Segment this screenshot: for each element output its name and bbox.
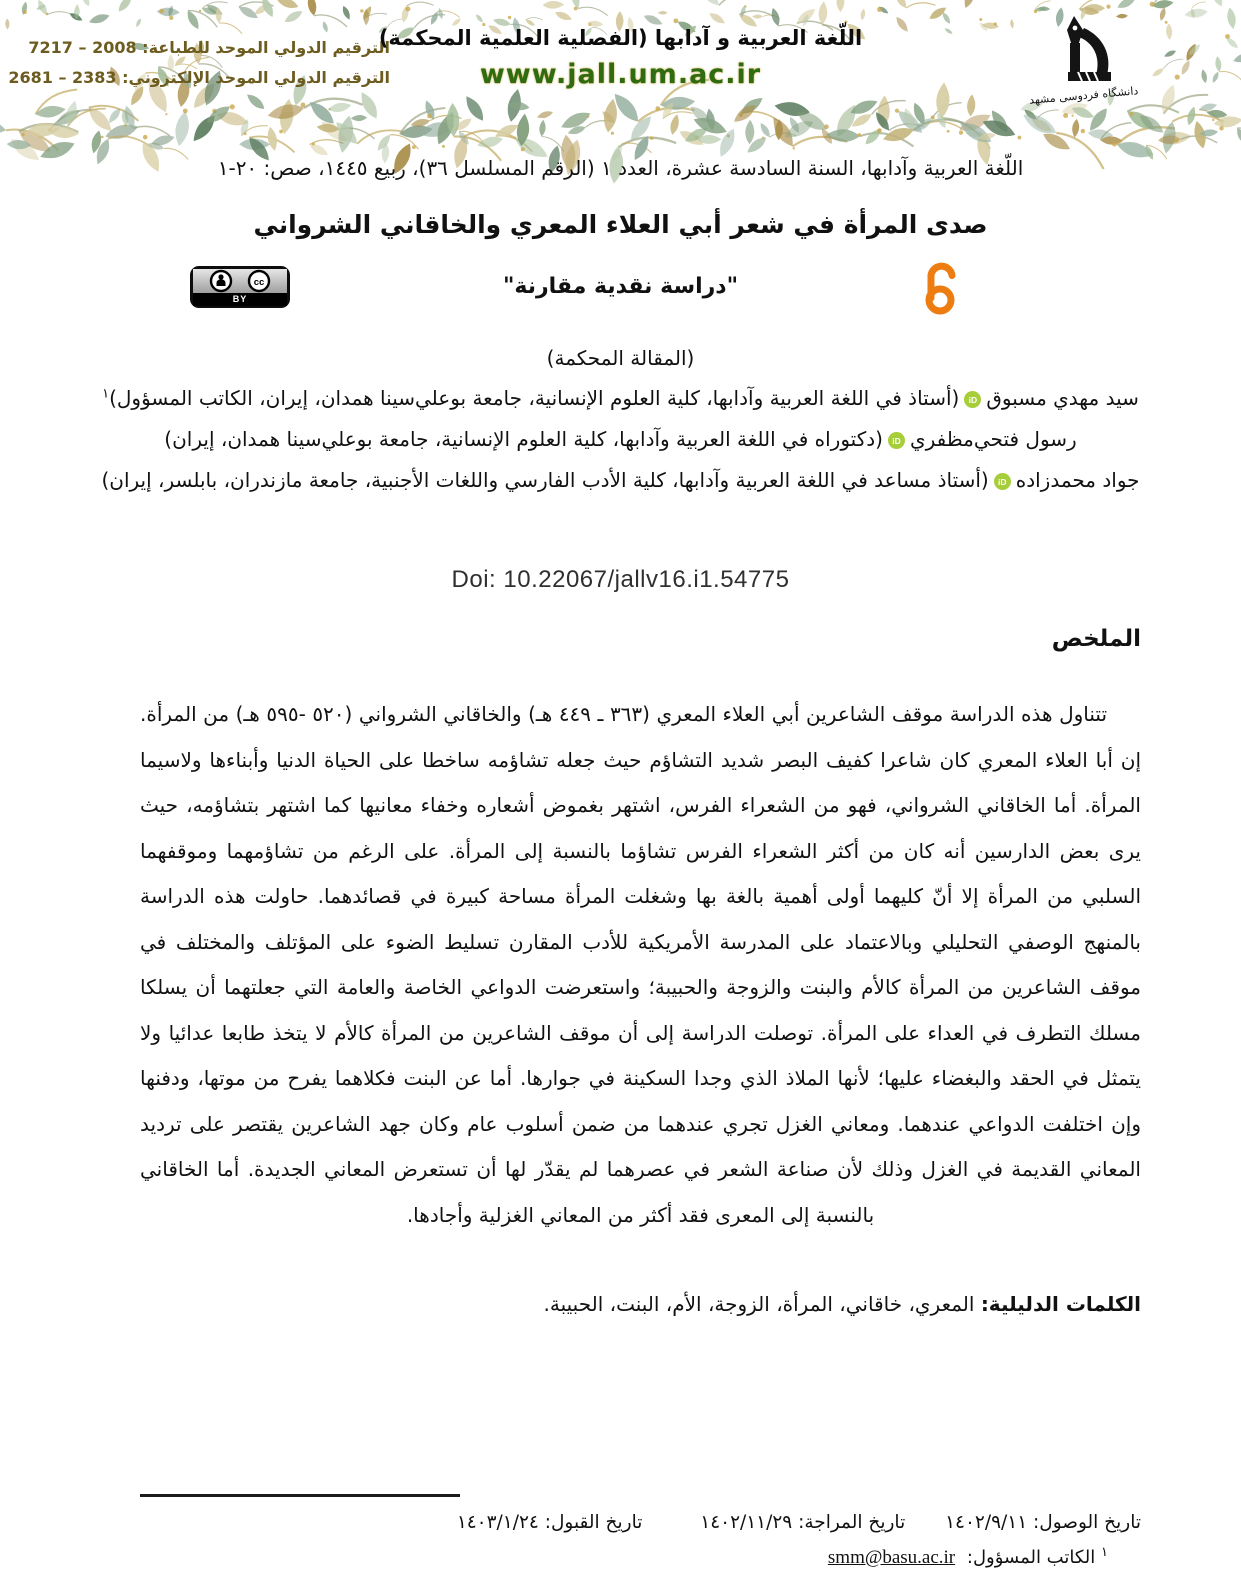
cc-by-badge[interactable] (190, 266, 290, 308)
author-name: رسول فتحي‌مظفري (909, 427, 1077, 451)
cc-icon (247, 269, 271, 293)
article-dates (457, 1512, 1141, 1533)
keywords-label: الكلمات الدليلية: (980, 1292, 1141, 1316)
abstract-body: تتناول هذه الدراسة موقف الشاعرين أبي العلاء المعري (٣٦٣ ـ ٤٤٩ هـ) والخاقاني الشرواني (٥٢٠ -٥٩٥ هـ) من المرأة. إن أبا العلاء المعري كان شاعرا كفيف البصر شديد التشاؤم حيث جعله تشاؤمه ساخطا على الحياة الدنيا وأبناءها ولاسيما المرأة. أما الخاقاني الشرواني، فهو من الشعراء الفرس، اشتهر بغموض أشعاره وخفاء معانيها كما اشتهر بتشاؤمه، حيث يرى بعض الدارسين أنه كان من أكثر الشعراء الفرس تشاؤما بالنسبة إلى المرأة. على الرغم من تشاؤمهما وموقفهما السلبي من المرأة إلا أنّ كليهما أولى أهمية بالغة بها وشغلت المرأة مساحة كبيرة في قصائدهما. حاولت هذه الدراسة بالمنهج الوصفي التحليلي وبالاعتماد على المدرسة الأمريكية للأدب المقارن تسليط الضوء على المؤتلف والمختلف في موقف الشاعرين من المرأة كالأم والبنت والزوجة والحبيبة؛ واستعرضت الدواعي الخاصة والعامة التي جعلتهما أن يسلكا مسلك التطرف في العداء على المرأة. توصلت الدراسة إلى أن موقف الشاعرين من المرأة كالأم لا يتخذ طابعا عدائيا ولا يتمثل في الحقد والبغضاء عليها؛ لأنها الملاذ الذي وجدا السكينة في جوارها. أما عن البنت فكلاهما يفرح من موتها، ودفنها وإن اختلفت الدواعي عندهما. ومعاني الغزل تجري عندهما من ضمن أسلوب عام وكان جهد الشاعرين يقتصر على ترديد المعاني القديمة في الغزل وذلك لأن صناعة الشعر في عصرهما لم يقدّر لها أن تستعرض المعاني الجديدة. أما الخاقاني بالنسبة إلى المعرى فقد أكثر من المعاني الغزلية وأجادها. (140, 702, 1141, 1227)
issue-citation-line: اللّغة العربية وآدابها، السنة السادسة عشرة، العدد ١ (الرقم المسلسل ٣٦)، ربيع ١٤٤٥، صص: ٢٠-١ (217, 156, 1024, 180)
keywords-line (544, 1292, 1141, 1316)
university-logo-icon (1028, 12, 1138, 112)
journal-title: اللّغة العربية و آدابها (الفصلية العلمية المحكمة) (378, 26, 863, 50)
author-affiliation: (دكتوراه في اللغة العربية وآدابها، كلية العلوم الإنسانية، جامعة بوعلي‌سينا همدان، إيران) (164, 427, 883, 451)
orcid-icon[interactable]: iD (994, 473, 1011, 490)
date-accepted: تاريخ القبول: ١٤٠٣/١/٢٤ (456, 1512, 643, 1533)
author-affiliation: (أستاذ في اللغة العربية وآدابها، كلية العلوم الإنسانية، جامعة بوعلي‌سينا همدان، إيران، الكاتب المسؤول) (109, 386, 960, 410)
orcid-icon[interactable]: iD (964, 391, 981, 408)
person-attribution-icon (209, 269, 233, 293)
abstract-heading: الملخص (1051, 626, 1141, 652)
date-revised: تاريخ المراجة: ١٤٠٢/١١/٢٩ (700, 1512, 906, 1533)
author-name: سيد مهدي مسبوق (986, 386, 1139, 410)
university-logo (1028, 12, 1138, 112)
footnote-marker: ١ (1101, 1545, 1108, 1560)
author-line (70, 386, 1171, 410)
date-received: تاريخ الوصول: ١٤٠٢/٩/١١ (945, 1512, 1141, 1533)
open-access-icon (920, 258, 960, 318)
keywords-text: المعري، خاقاني، المرأة، الزوجة، الأم، البنت، الحبيبة. (543, 1292, 981, 1316)
journal-website-link[interactable]: www.jall.um.ac.ir (479, 59, 762, 90)
cc-badge-icons (193, 269, 287, 293)
article-subtitle: "دراسة نقدية مقارنة" (502, 274, 739, 299)
author-superscript: ١ (102, 386, 110, 402)
article-title: صدى المرأة في شعر أبي العلاء المعري والخاقاني الشرواني (253, 210, 988, 239)
author-name: جواد محمدزاده (1015, 468, 1140, 492)
doi: Doi: 10.22067/jallv16.i1.54775 (451, 566, 790, 593)
orcid-icon[interactable]: iD (888, 432, 905, 449)
issn-online: الترقيم الدولي الموحد الإلكتروني: 2383 – 2681 (8, 68, 390, 87)
footnote-label: الكاتب المسؤول: (966, 1547, 1096, 1568)
svg-text:دانشگاه فردوسی مشهد: دانشگاه فردوسی مشهد (1028, 84, 1139, 107)
corresponding-author-email[interactable]: smm@basu.ac.ir (827, 1547, 956, 1568)
svg-text:cc: cc (253, 277, 265, 288)
cc-by-label: BY (193, 293, 287, 306)
author-affiliation: (أستاذ مساعد في اللغة العربية وآدابها، كلية الأدب الفارسي واللغات الأجنبية، جامعة مازندران، بابلسر، إيران) (101, 468, 989, 492)
footnote-divider (140, 1494, 460, 1497)
authors-block (70, 386, 1171, 509)
issn-print: الترقيم الدولي الموحد للطباعة: 2008 – 7217 (28, 38, 390, 57)
author-line (70, 468, 1171, 492)
article-type-label: (المقالة المحكمة) (546, 346, 695, 370)
corresponding-author-footnote (828, 1540, 1108, 1571)
author-line (70, 427, 1171, 451)
